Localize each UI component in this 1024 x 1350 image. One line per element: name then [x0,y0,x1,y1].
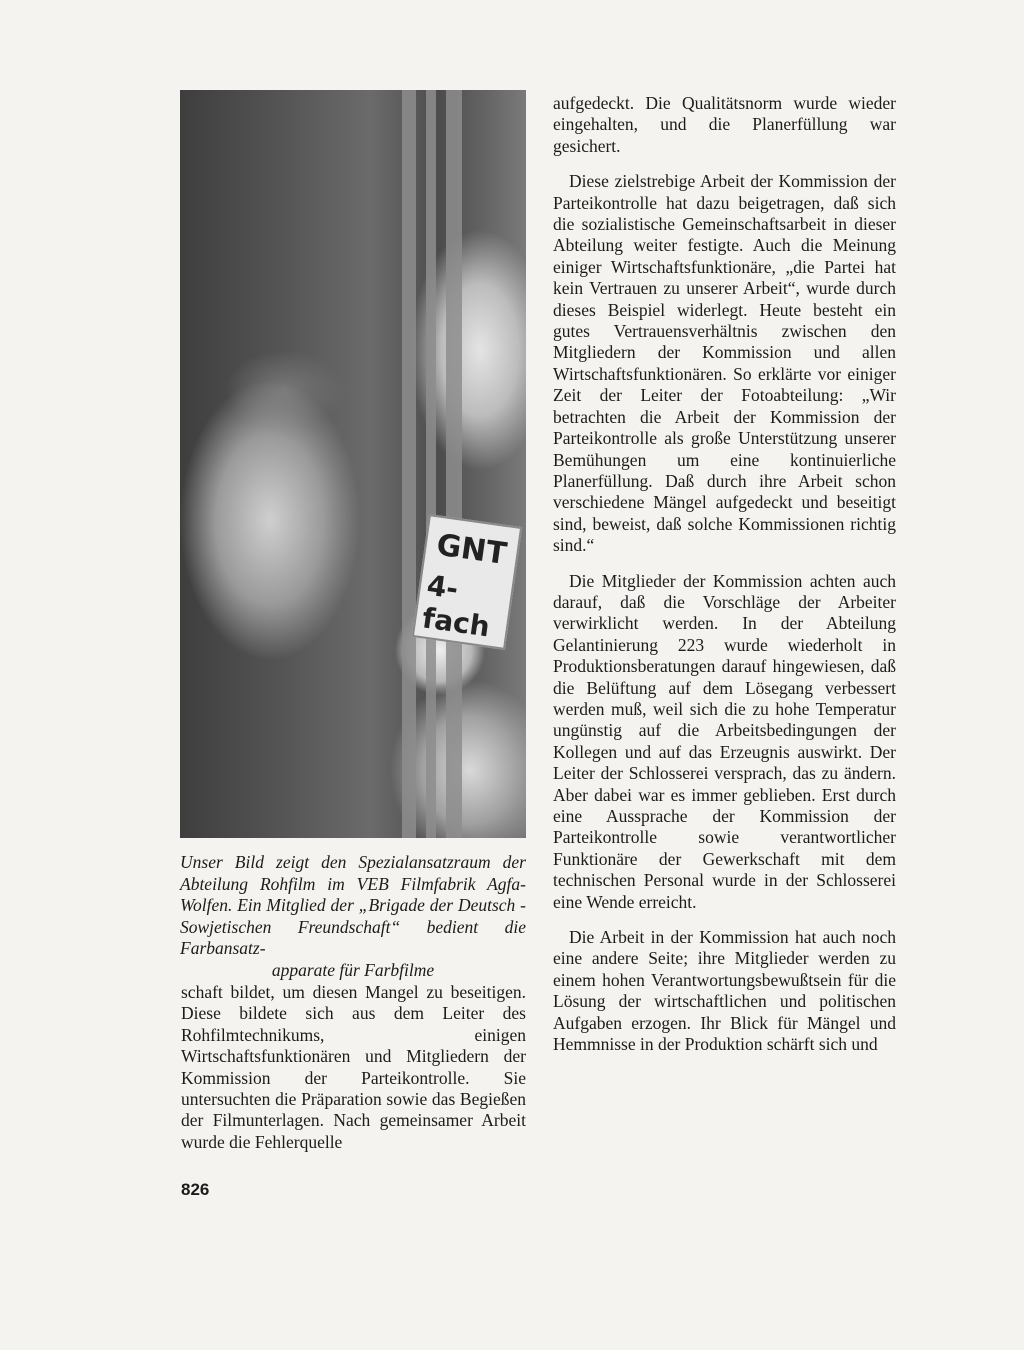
paragraph: schaft bildet, um diesen Mangel zu beseitigen. Diese bildete sich aus dem Leiter des Rohfilmtechnikums, einigen Wirtschaftsfunktionären und Mitgliedern der Kommission der Parteikontrolle. Sie untersuchten die Präparation sowie das Begießen der Filmunterlagen. Nach gemeinsamer Arbeit wurde die Fehlerquelle [181,982,526,1152]
photo-pipe [446,90,462,838]
photo-caption [180,852,526,981]
photo-pipe [402,90,416,838]
caption-last-line: apparate für Farbfilme [271,959,435,980]
right-column-text [553,93,896,1069]
left-column-text [181,982,526,1167]
photo-sign-line-1: GNT [434,527,509,573]
paragraph: Die Mitglieder der Kommission achten auch darauf, daß die Vorschläge der Arbeiter verwirklicht werden. In der Abteilung Gelantinierung 223 wurde wiederholt in Produktionsberatungen darauf hingewiesen, daß die Belüftung auf dem Lösegang verbessert werden muß, weil sich die zu hohe Temperatur ungünstig auf die Arbeitsbedingungen der Kollegen und auf das Erzeugnis auswirkt. Der Leiter der Schlosserei versprach, das zu ändern. Aber dabei war es immer geblieben. Erst durch eine Aussprache der Kommission der Parteikontrolle sowie verantwortlicher Funktionäre der Gewerkschaft mit dem technischen Personal wurde in der Schlosserei eine Wende erreicht. [553,570,896,912]
photo-sign-line-2: 4-fach [420,568,492,644]
photo-machine-sign [412,514,522,650]
caption-body: Unser Bild zeigt den Spezialansatzraum der Abteilung Rohfilm im VEB Filmfabrik Agfa-Wolfen. Ein Mitglied der „Brigade der Deutsch - Sowjetischen Freundschaft“ bedient die Farbansatz- [180,852,526,958]
photograph-dye-room [180,90,526,838]
paragraph: aufgedeckt. Die Qualitätsnorm wurde wieder eingehalten, und die Planerfüllung war gesichert. [553,93,896,156]
page-number: 826 [181,1180,210,1199]
paragraph: Diese zielstrebige Arbeit der Kommission der Parteikontrolle hat dazu beigetragen, daß sich die sozialistische Gemeinschaftsarbeit in dieser Abteilung weiter festigte. Auch die Meinung einiger Wirtschaftsfunktionäre, „die Partei hat kein Vertrauen zu unserer Arbeit“, wurde durch dieses Beispiel widerlegt. Heute besteht ein gutes Vertrauensverhältnis zwischen den Mitgliedern der Kommission und allen Wirtschaftsfunktionären. So erklärte vor einiger Zeit der Leiter der Fotoabteilung: „Wir betrachten die Arbeit der Kommission der Parteikontrolle als große Unterstützung unserer Bemühungen um eine kontinuierliche Planerfüllung. Daß durch ihre Arbeit schon verschiedene Mängel aufgedeckt und beseitigt sind, beweist, daß solche Kommissionen richtig sind.“ [553,171,896,556]
photo-pipe [426,90,436,838]
paragraph: Die Arbeit in der Kommission hat auch noch eine andere Seite; ihre Mitglieder werden zu einem hohen Verantwortungsbewußtsein für die Lösung der wirtschaftlichen und politischen Aufgaben erzogen. Ihr Blick für Mängel und Hemmnisse in der Produktion schärft sich und [553,927,896,1055]
